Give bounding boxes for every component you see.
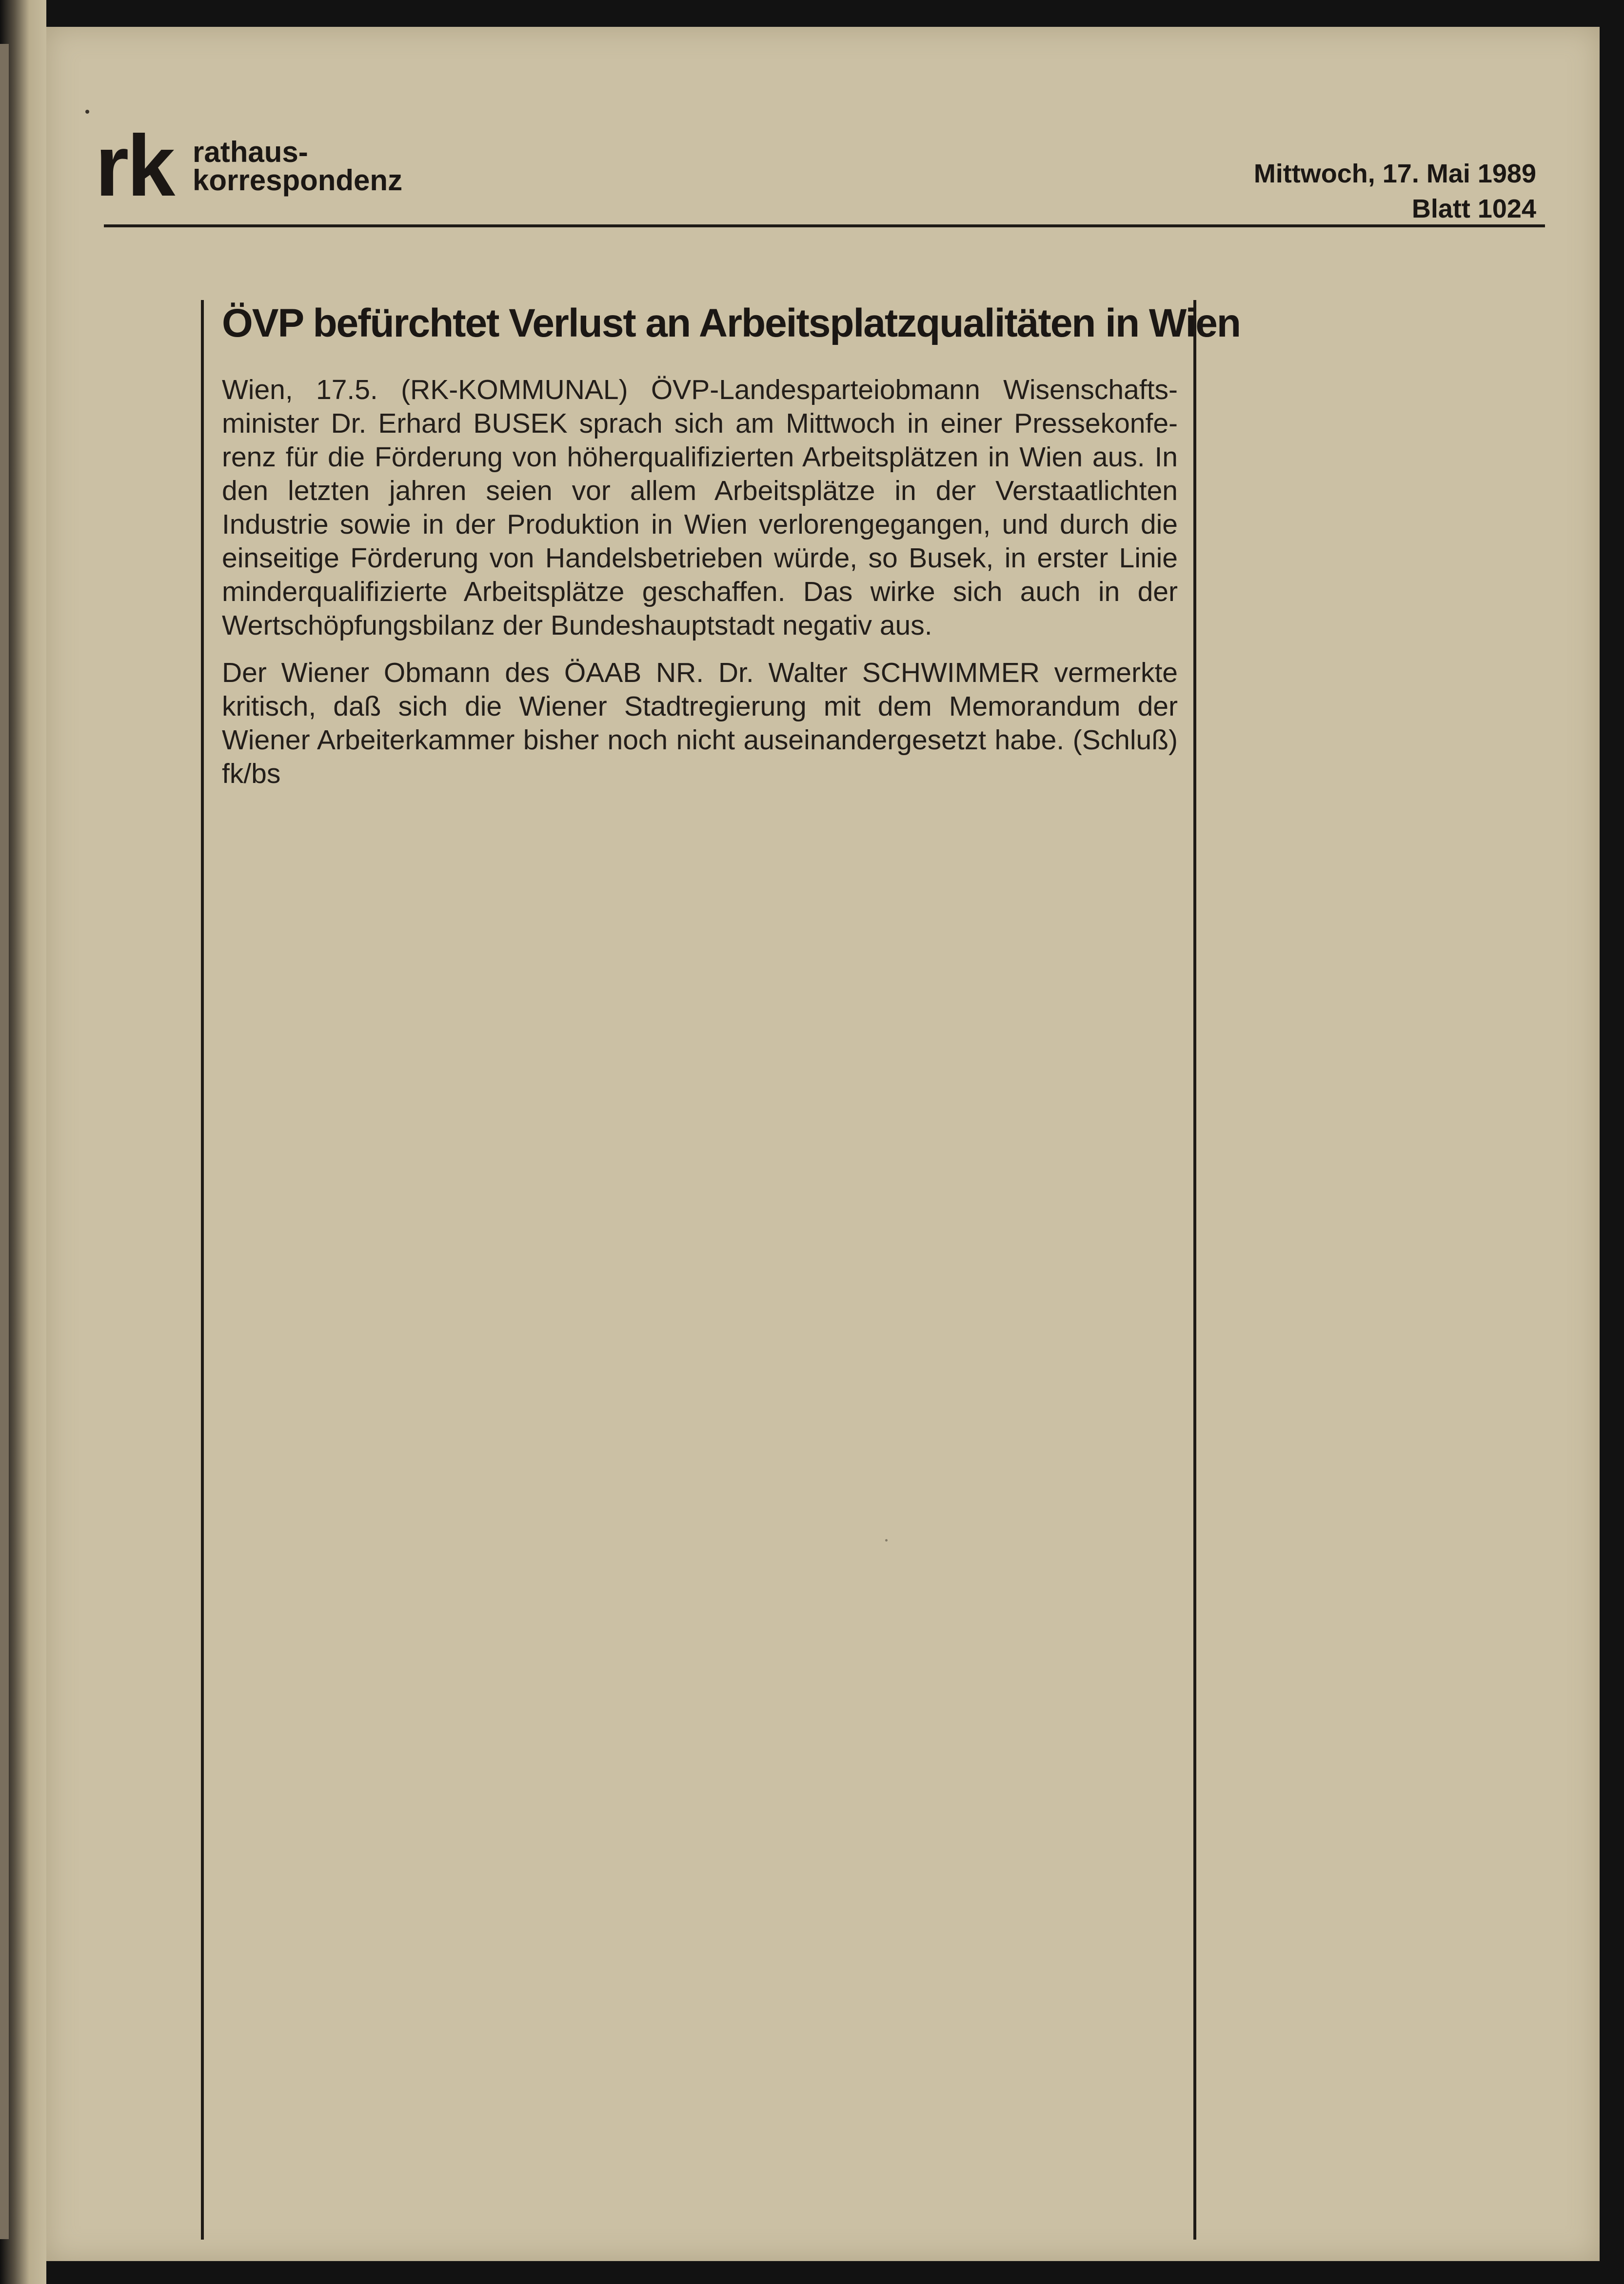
logo-line-2: korrespondenz xyxy=(193,164,403,197)
article-paragraph-1: Wien, 17.5. (RK-KOMMUNAL) ÖVP-Landesparteiobmann Wisenschaftsminister Dr. Erhard BUSEK sprach sich am Mittwoch in einer Pressekonferenz für die Förderung von höherqualifizierten Arbeitsplätzen in Wien aus. In den letzten jahren seien vor allem Arbeitsplätze in der Verstaatlichten Industrie sowie in der Produktion in Wien verlorengegangen, und durch die einseitige Förderung von Handelsbetrieben würde, so Busek, in erster Linie minderqualifizierte Arbeitsplätze geschaffen. Das wirke sich auch in der Wertschöpfungsbilanz der Bundeshauptstadt negativ aus. xyxy=(222,374,1178,641)
rk-logo xyxy=(95,117,436,217)
date-block xyxy=(1254,156,1536,226)
header-rule xyxy=(104,224,1545,227)
document-page xyxy=(46,27,1600,2261)
article-headline: ÖVP befürchtet Verlust an Arbeitsplatzqualitäten in Wien xyxy=(222,301,1240,345)
logo-wordmark xyxy=(193,138,402,195)
logo-mark: rk xyxy=(95,117,174,214)
binding-strip xyxy=(0,44,9,2239)
logo-line-1: rathaus- xyxy=(193,136,308,168)
paper-speck xyxy=(85,110,89,114)
article-body xyxy=(222,373,1178,804)
sheet-number: Blatt 1024 xyxy=(1411,194,1536,223)
paper-speck xyxy=(885,1539,888,1542)
article-paragraph-2: Der Wiener Obmann des ÖAAB NR. Dr. Walter SCHWIMMER vermerkte kritisch, daß sich die Wiener Stadtregierung mit dem Memorandum der Wiener Arbeiterkammer bisher noch nicht auseinandergesetzt habe. (Schluß) fk/bs xyxy=(222,657,1178,789)
issue-date: Mittwoch, 17. Mai 1989 xyxy=(1253,159,1536,188)
